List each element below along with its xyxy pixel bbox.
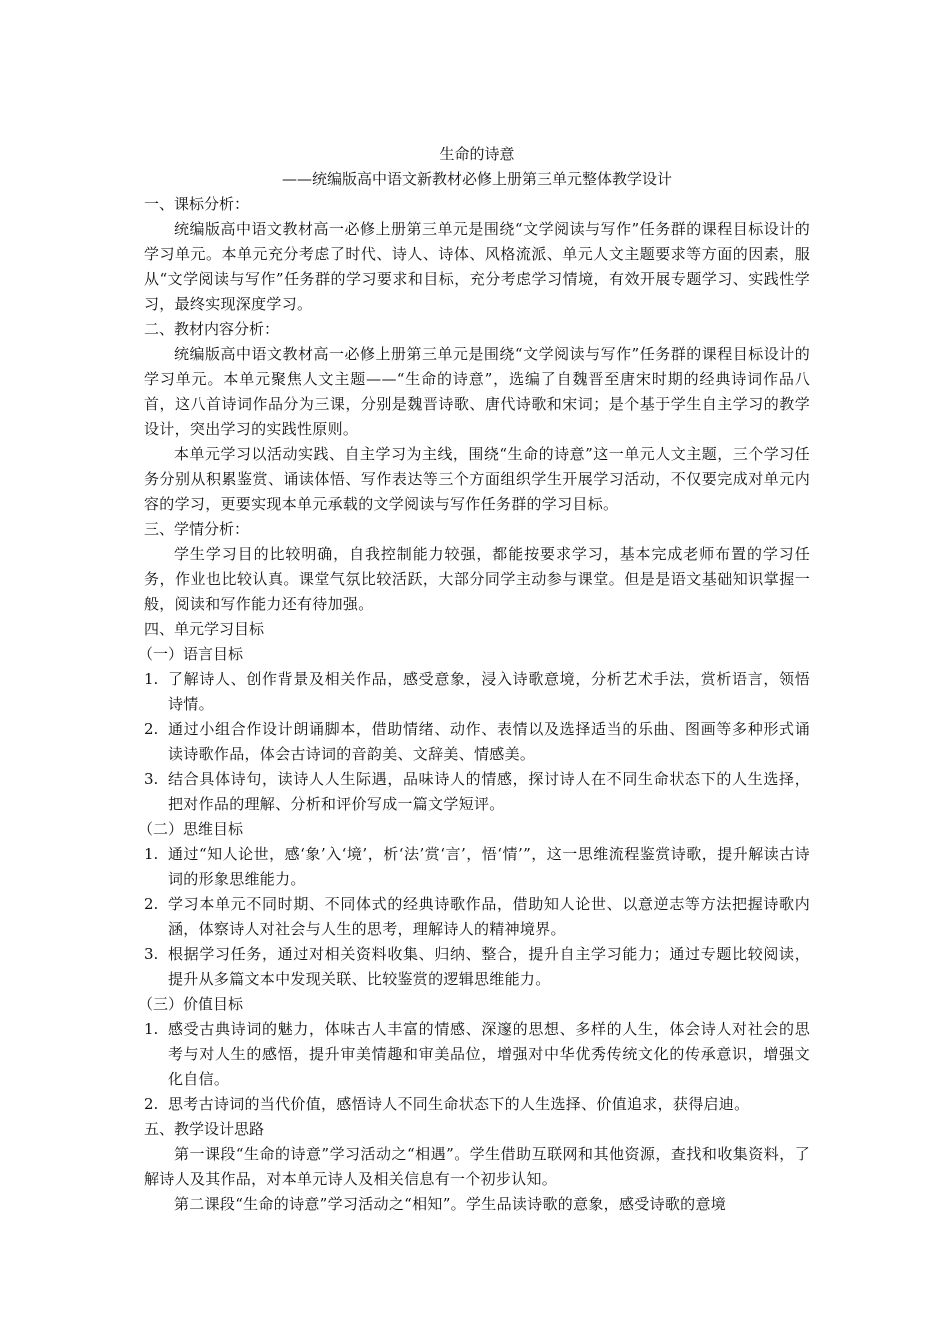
- goal-item: [144, 892, 810, 942]
- section-heading: 一、课标分析：: [144, 195, 250, 213]
- goal-item: [144, 842, 810, 892]
- goal-item: [144, 667, 810, 717]
- goal-number: 1.: [144, 845, 159, 863]
- section-paragraph: 学生学习目的比较明确，自我控制能力较强，都能按要求学习，基本完成老师布置的学习任务，作业也比较认真。课堂气氛比较活跃，大部分同学主动参与课堂。但是是语文基础知识掌握一般，阅读和写作能力还有待加强。: [144, 545, 810, 613]
- goal-text: 思考古诗词的当代价值，感悟诗人不同生命状态下的人生选择、价值追求，获得启迪。: [168, 1095, 750, 1113]
- goal-number: 3.: [144, 770, 159, 788]
- goal-number: 2.: [144, 720, 159, 738]
- goal-group-heading: （二）思维目标: [138, 820, 244, 838]
- document-title: 生命的诗意: [439, 145, 515, 163]
- goals-heading: 四、单元学习目标: [144, 620, 265, 638]
- goal-text: 通过小组合作设计朗诵脚本，借助情绪、动作、表情以及选择适当的乐曲、图画等多种形式诵读诗歌作品，体会古诗词的音韵美、文辞美、情感美。: [168, 720, 810, 763]
- goal-list-values: [144, 1017, 810, 1117]
- goal-list-language: [144, 667, 810, 817]
- goal-text: 结合具体诗句，读诗人人生际遇，品味诗人的情感，探讨诗人在不同生命状态下的人生选择，把对作品的理解、分析和评价写成一篇文学短评。: [168, 770, 810, 813]
- goal-text: 通过“知人论世，感‘象’入‘境’，析‘法’赏‘言’，悟‘情’”，这一思维流程鉴赏诗歌，提升解读古诗词的形象思维能力。: [168, 845, 810, 888]
- goal-item: [144, 717, 810, 767]
- goal-list-thinking: [144, 842, 810, 992]
- goal-group-heading: （一）语言目标: [138, 645, 244, 663]
- goal-number: 2.: [144, 895, 159, 913]
- goal-text: 了解诗人、创作背景及相关作品，感受意象，浸入诗歌意境，分析艺术手法，赏析语言，领悟诗情。: [168, 670, 810, 713]
- section-paragraph: 统编版高中语文教材高一必修上册第三单元是围绕“文学阅读与写作”任务群的课程目标设计的学习单元。本单元充分考虑了时代、诗人、诗体、风格流派、单元人文主题要求等方面的因素，服从“文学阅读与写作”任务群的学习要求和目标，充分考虑学习情境，有效开展专题学习、实践性学习，最终实现深度学习。: [144, 220, 810, 313]
- goal-item: [144, 1017, 810, 1092]
- goal-text: 学习本单元不同时期、不同体式的经典诗歌作品，借助知人论世、以意逆志等方法把握诗歌内涵，体察诗人对社会与人生的思考，理解诗人的精神境界。: [168, 895, 810, 938]
- section-paragraph: 统编版高中语文教材高一必修上册第三单元是围绕“文学阅读与写作”任务群的课程目标设计的学习单元。本单元聚焦人文主题——“生命的诗意”，选编了自魏晋至唐宋时期的经典诗词作品八首，这八首诗词作品分为三课，分别是魏晋诗歌、唐代诗歌和宋词；是个基于学生自主学习的教学设计，突出学习的实践性原则。: [144, 345, 810, 438]
- goal-item: [144, 767, 810, 817]
- goal-group-heading: （三）价值目标: [138, 995, 244, 1013]
- goal-text: 根据学习任务，通过对相关资料收集、归纳、整合，提升自主学习能力；通过专题比较阅读，提升从多篇文本中发现关联、比较鉴赏的逻辑思维能力。: [168, 945, 810, 988]
- goal-item: [144, 942, 810, 992]
- design-paragraph: 第一课段“生命的诗意”学习活动之“相遇”。学生借助互联网和其他资源，查找和收集资料，了解诗人及其作品，对本单元诗人及相关信息有一个初步认知。: [144, 1145, 810, 1188]
- section-heading: 二、教材内容分析：: [144, 320, 280, 338]
- goal-number: 3.: [144, 945, 159, 963]
- design-paragraph: 第二课段“生命的诗意”学习活动之“相知”。学生品读诗歌的意象，感受诗歌的意境: [174, 1195, 727, 1213]
- document-content: [138, 142, 810, 1217]
- goal-number: 1.: [144, 670, 159, 688]
- goal-number: 2.: [144, 1095, 159, 1113]
- section-paragraph: 本单元学习以活动实践、自主学习为主线，围绕“生命的诗意”这一单元人文主题，三个学习任务分别从积累鉴赏、诵读体悟、写作表达等三个方面组织学生开展学习活动，不仅要完成对单元内容的学习，更要实现本单元承载的文学阅读与写作任务群的学习目标。: [144, 445, 810, 513]
- goal-text: 感受古典诗词的魅力，体味古人丰富的情感、深邃的思想、多样的人生，体会诗人对社会的思考与对人生的感悟，提升审美情趣和审美品位，增强对中华优秀传统文化的传承意识，增强文化自信。: [168, 1020, 810, 1088]
- goal-item: [144, 1092, 810, 1117]
- document-subtitle: ——统编版高中语文新教材必修上册第三单元整体教学设计: [281, 170, 672, 188]
- section-heading: 三、学情分析：: [144, 520, 250, 538]
- design-heading: 五、教学设计思路: [144, 1120, 265, 1138]
- goal-number: 1.: [144, 1020, 159, 1038]
